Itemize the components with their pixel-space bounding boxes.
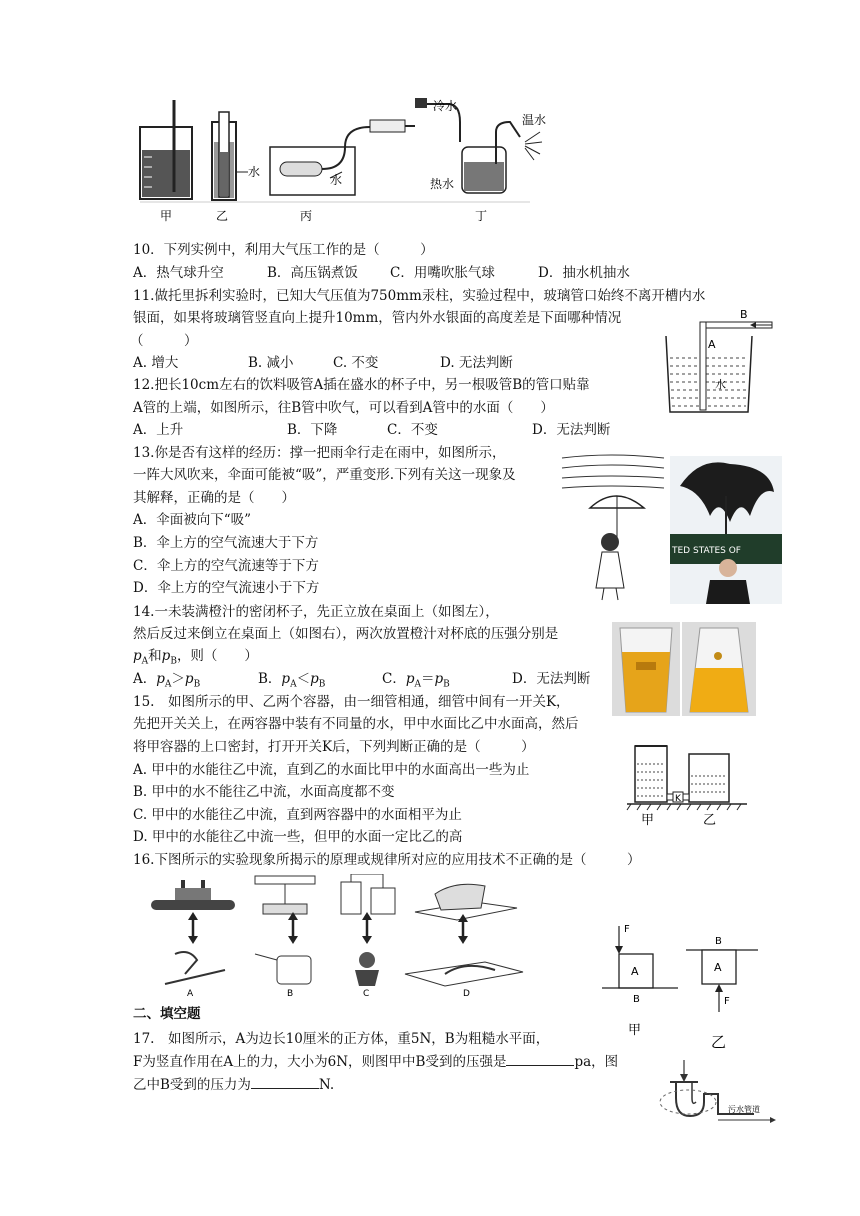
q13-umbrella-photo <box>670 456 782 604</box>
q15-connected-containers <box>625 740 755 828</box>
q10-option-b: B．高压锅煮饭 <box>267 265 358 281</box>
q11-option-a: A. 增大 <box>133 355 179 371</box>
q11-line-3: （ ） <box>130 333 198 349</box>
section-fill-in-title: 二、填空题 <box>133 1006 201 1022</box>
q14-option-b: B．$p_A<p_B$ <box>258 671 326 690</box>
q16-stem: 16.下图所示的实验现象所揭示的原理或规律所对应的应用技术不正确的是（ ） <box>133 852 641 868</box>
q17-jia-b: B <box>633 994 640 1005</box>
q17-jia-f: F <box>624 924 630 935</box>
drain-label: 污水管道 <box>728 1105 760 1114</box>
q12-line-1: 12.把长10cm左右的饮料吸管A插在盛水的杯子中，另一根吸管B的管口贴靠 <box>133 377 590 393</box>
q16-label-c: C <box>363 989 370 999</box>
q12-option-a: A．上升 <box>133 422 184 438</box>
q12-option-c: C．不变 <box>387 422 438 438</box>
q10-option-d: D．抽水机抽水 <box>538 265 630 281</box>
q16-application-figure <box>145 874 525 999</box>
q15-label-jia: 甲 <box>641 813 655 828</box>
q13-option-d: D．伞上方的空气流速小于下方 <box>133 580 320 596</box>
fig-label-cold: 冷水 <box>433 99 458 113</box>
fig-label-hot: 热水 <box>430 177 455 191</box>
fig-label-warm: 温水 <box>522 113 547 127</box>
q16-label-b: B <box>287 989 294 999</box>
fig-label-water-1: 水 <box>248 165 261 179</box>
q10-stem: 10．下列实例中，利用大气压工作的是（ ） <box>133 242 434 258</box>
q14-option-d: D．无法判断 <box>512 671 591 687</box>
q11-option-b: B. 减小 <box>248 355 294 371</box>
q14-and: 和 <box>148 648 162 664</box>
q14-cup-upright-photo <box>612 622 680 716</box>
q13-option-b: B．伞上方的空气流速大于下方 <box>133 535 319 551</box>
q12-option-b: B．下降 <box>287 422 338 438</box>
q14-line-3 <box>133 646 258 672</box>
q17-yi-f: F <box>724 996 730 1007</box>
fig-label-jia: 甲 <box>160 209 173 223</box>
fig-label-water-2: 水 <box>330 173 343 187</box>
q11-line-1: 11.做托里拆利实验时，已知大气压值为750mm汞柱，实验过程中，玻璃管口始终不离开槽内水 <box>133 288 706 304</box>
q17-line-3 <box>133 1074 334 1095</box>
q12-label-b: B <box>740 308 748 321</box>
q17-line-2-b: pa，图 <box>574 1054 619 1070</box>
q15-option-b: B. 甲中的水不能往乙中流，水面高度都不变 <box>133 784 395 800</box>
q15-label-yi: 乙 <box>703 813 717 828</box>
q12-label-water: 水 <box>715 378 726 391</box>
top-experiment-figure <box>130 92 570 227</box>
q13-line-3: 其解释，正确的是（ ） <box>133 490 295 506</box>
q14-pb: p <box>161 648 171 664</box>
q15-line-2: 先把开关关上，在两容器中装有不同量的水，甲中水面比乙中水面高，然后 <box>133 716 579 732</box>
q13-option-c: C．伞上方的空气流速等于下方 <box>133 558 319 574</box>
q17-yi-b: B <box>715 936 722 947</box>
q15-option-a: A. 甲中的水能往乙中流，直到乙的水面比甲中的水面高出一些为止 <box>133 762 530 778</box>
q11-option-d: D. 无法判断 <box>440 355 513 371</box>
q14-pa-sub: A <box>141 656 149 667</box>
drain-pipe-figure <box>648 1058 780 1142</box>
q17-label-yi: 乙 <box>711 1033 727 1051</box>
q13-line-2: 一阵大风吹来，伞面可能被“吸”，严重变形.下列有关这一现象及 <box>133 467 516 483</box>
fig-label-ding: 丁 <box>475 209 488 223</box>
q10-option-c: C．用嘴吹胀气球 <box>390 265 495 281</box>
q17-label-jia: 甲 <box>628 1023 642 1038</box>
q14-then: ，则（ ） <box>176 648 258 664</box>
q13-photo-sign: TED STATES OF <box>672 546 741 556</box>
q14-cup-inverted-photo <box>682 622 756 716</box>
q15-option-d: D. 甲中的水能往乙中流一些，但甲的水面一定比乙的高 <box>133 829 463 845</box>
q14-option-c: C．$p_A=p_B$ <box>382 671 450 690</box>
q12-straw-figure <box>660 306 780 418</box>
q15-line-3: 将甲容器的上口密封，打开开关K后，下列判断正确的是（ ） <box>133 739 535 755</box>
q17-force-figure <box>598 920 768 1055</box>
q13-umbrella-drawing <box>560 450 668 602</box>
q12-label-a: A <box>708 338 716 351</box>
q14-pa: p <box>133 648 142 664</box>
q17-yi-a: A <box>714 961 722 974</box>
q13-option-a: A．伞面被向下“吸” <box>133 512 252 528</box>
q12-option-d: D．无法判断 <box>532 422 611 438</box>
q17-line-3-b: N. <box>318 1077 335 1093</box>
q13-line-1: 13.你是否有这样的经历：撑一把雨伞行走在雨中，如图所示， <box>133 445 506 461</box>
q15-line-1: 15. 如图所示的甲、乙两个容器，由一细管相通，细管中间有一开关K， <box>133 694 570 710</box>
q15-label-k: K <box>675 794 681 804</box>
q17-jia-a: A <box>631 965 639 978</box>
q14-line-2: 然后反过来倒立在桌面上（如图右），两次放置橙汁对杯底的压强分别是 <box>133 626 559 642</box>
q17-line-2-a: F为竖直作用在A上的力，大小为6N，则图甲中B受到的压强是 <box>133 1054 507 1070</box>
fig-label-yi: 乙 <box>216 209 229 223</box>
q14-line-1: 14.一未装满橙汁的密闭杯子，先正立放在桌面上（如图左）， <box>133 604 499 620</box>
q10-option-a: A．热气球升空 <box>133 265 224 281</box>
q17-blank-1[interactable] <box>506 1051 574 1066</box>
q17-line-1: 17. 如图所示，A为边长10厘米的正方体，重5N，B为粗糙水平面， <box>133 1031 550 1047</box>
q11-line-2: 银面，如果将玻璃管竖直向上提升10mm，管内外水银面的高度差是下面哪种情况 <box>133 310 622 326</box>
q17-line-3-a: 乙中B受到的压力为 <box>133 1077 251 1093</box>
q11-option-c: C. 不变 <box>333 355 379 371</box>
q16-label-d: D <box>463 989 470 999</box>
fig-label-bing: 丙 <box>300 209 313 223</box>
q12-line-2: A管的上端，如图所示，往B管中吹气，可以看到A管中的水面（ ） <box>133 400 554 416</box>
q14-option-a: A．$p_A>p_B$ <box>133 671 201 690</box>
q17-blank-2[interactable] <box>251 1074 319 1089</box>
q17-line-2 <box>133 1051 618 1072</box>
q16-label-a: A <box>187 989 194 999</box>
q15-option-c: C. 甲中的水能往乙中流，直到两容器中的水面相平为止 <box>133 807 462 823</box>
q14-pb-sub: B <box>170 656 177 667</box>
